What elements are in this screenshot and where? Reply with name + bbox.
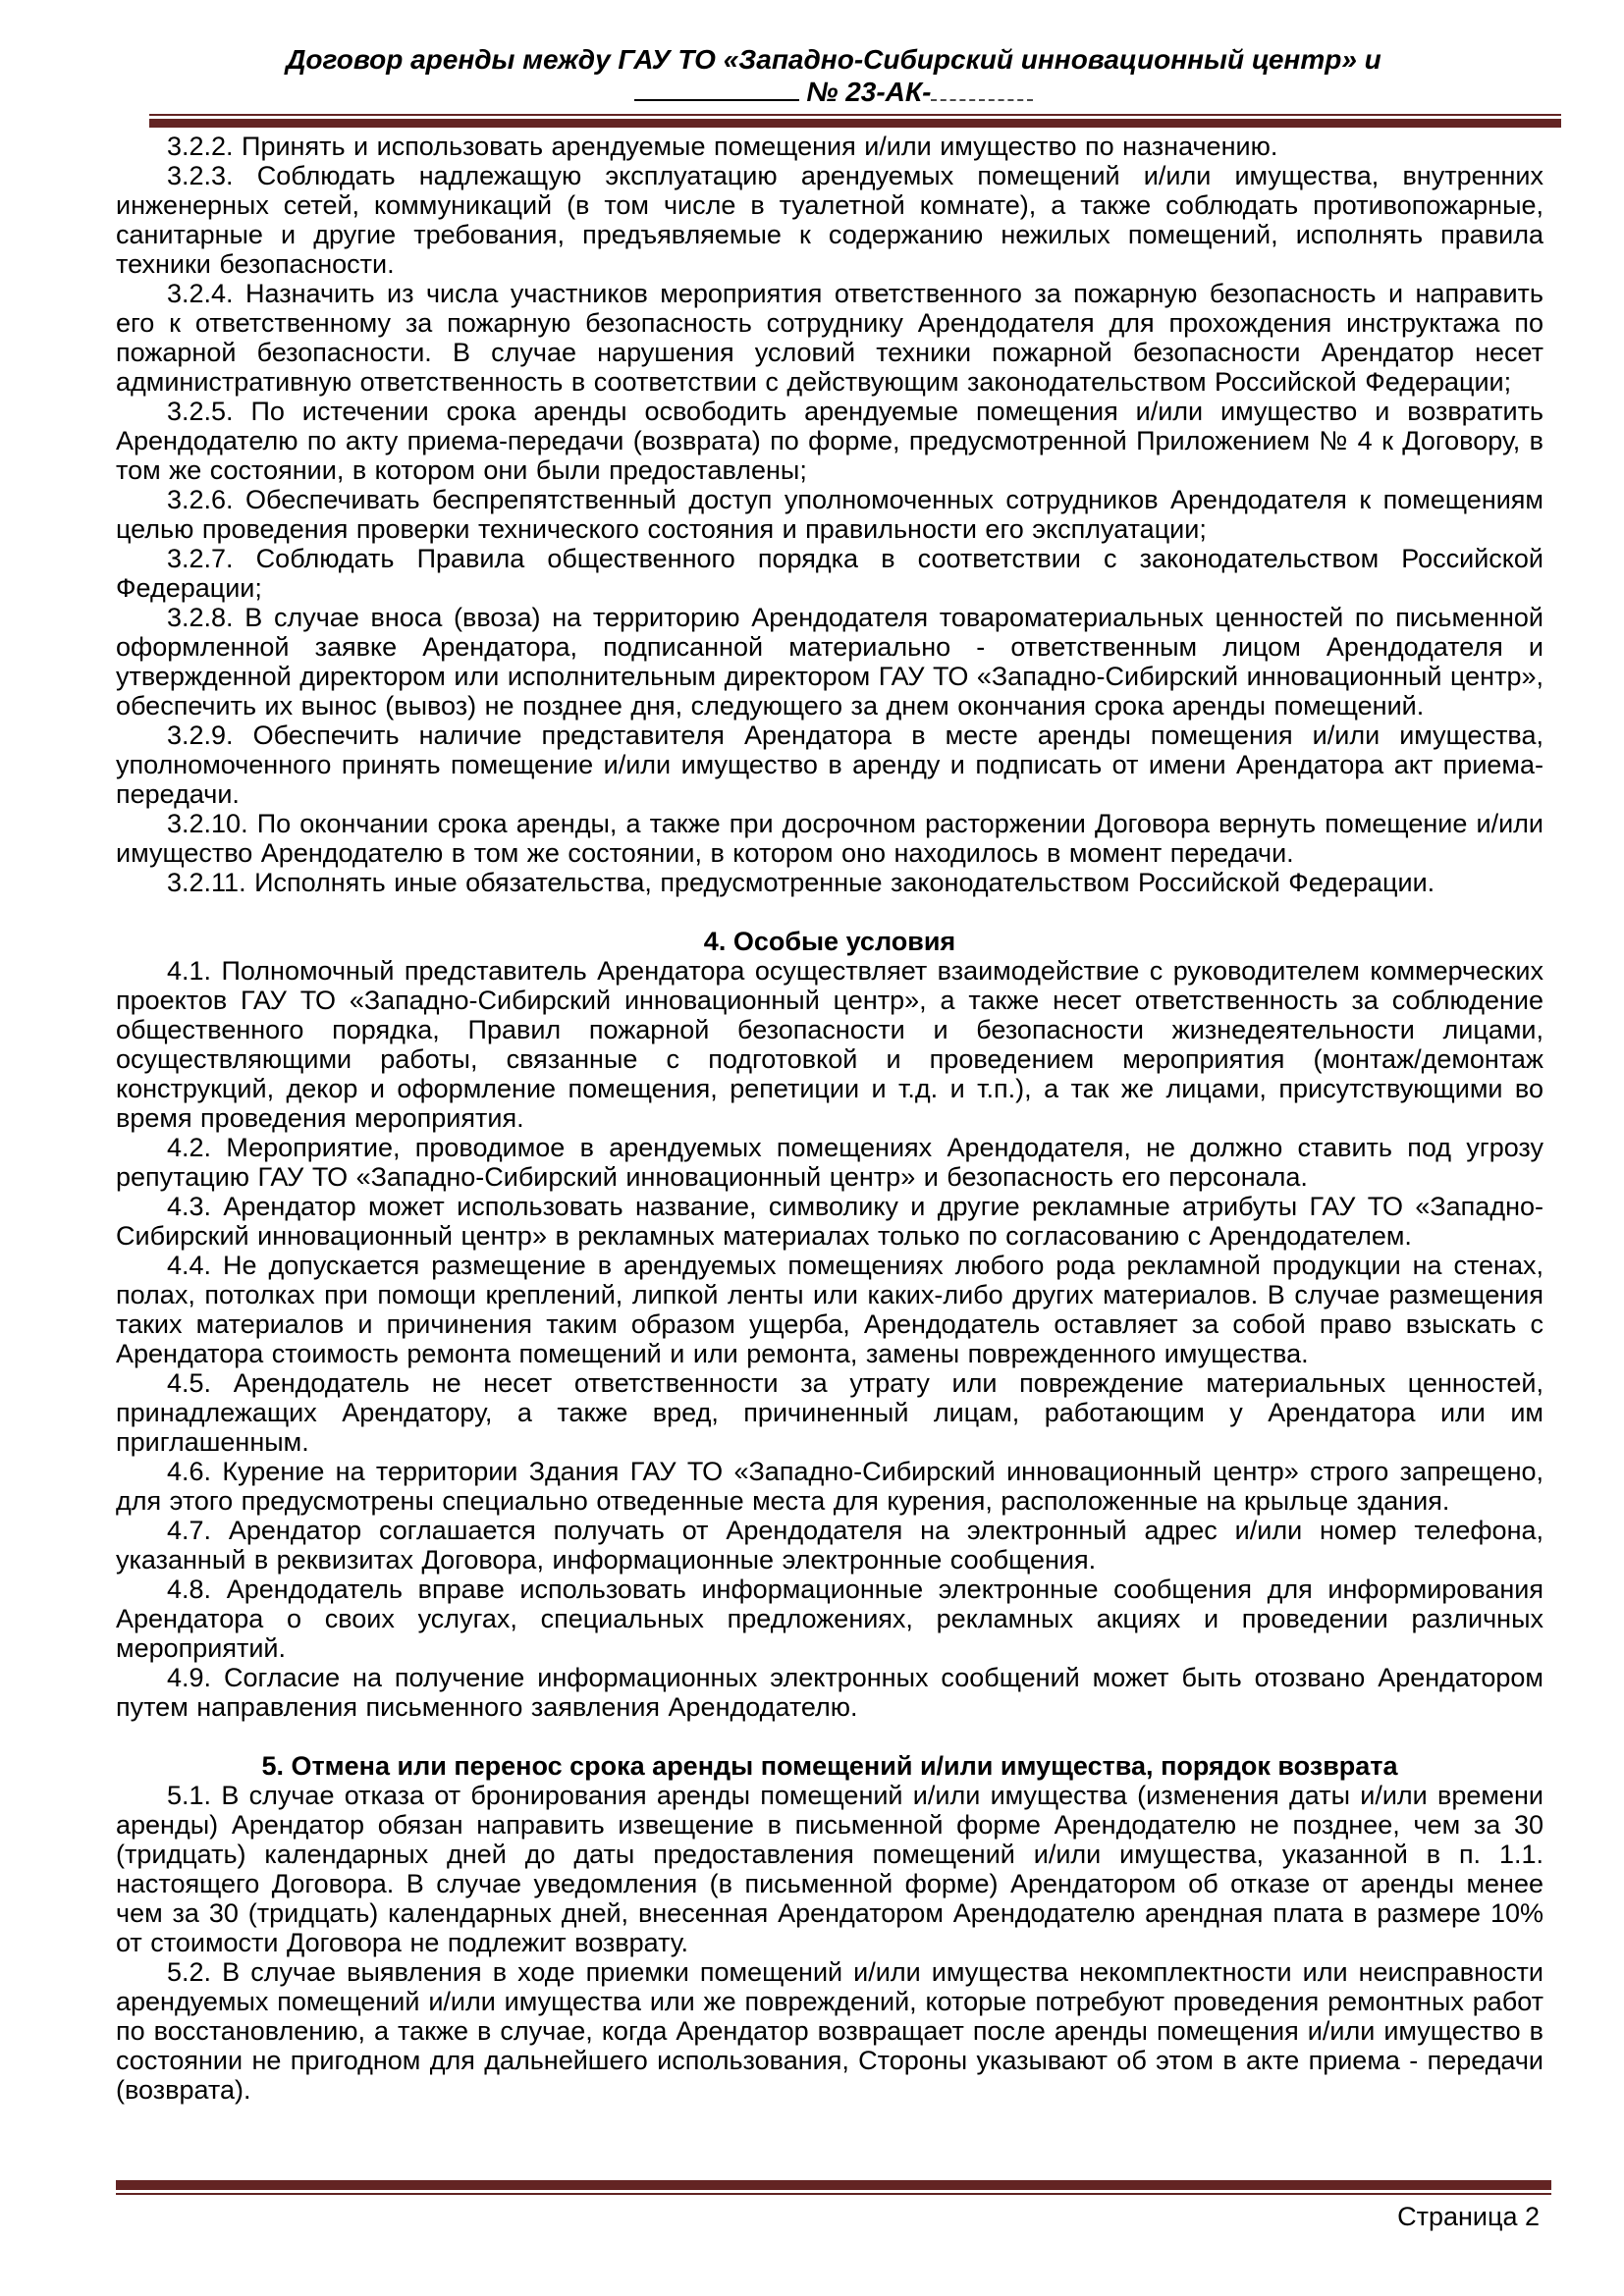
contract-clause: 3.2.9. Обеспечить наличие представителя Арендатора в месте аренды помещения и/или имущества, уполномоченного принять помещение и/или имущество в аренду и подписать от имени Арендатора акт приема-передачи.	[116, 721, 1543, 809]
section-heading: 5. Отмена или перенос срока аренды помещений и/или имущества, порядок возврата	[261, 1751, 1398, 1781]
contract-clause: 4.8. Арендодатель вправе использовать информационные электронные сообщения для информирования Арендатора о своих услугах, специальных предложениях, рекламных акциях и проведении различных мероприятий.	[116, 1575, 1543, 1663]
contract-clause: 4.7. Арендатор соглашается получать от Арендодателя на электронный адрес и/или номер телефона, указанный в реквизитах Договора, информационные электронные сообщения.	[116, 1516, 1543, 1575]
contract-clause: 4.6. Курение на территории Здания ГАУ ТО «Западно-Сибирский инновационный центр» строго запрещено, для этого предусмотрены специально отведенные места для курения, расположенные на крыльце здания.	[116, 1457, 1543, 1516]
separator-thick-line	[116, 2180, 1551, 2190]
contract-clause: 4.1. Полномочный представитель Арендатора осуществляет взаимодействие с руководителем коммерческих проектов ГАУ ТО «Западно-Сибирский инновационный центр», а также несет ответственность за соблюдение общественного порядка, Правил пожарной безопасности и безопасности жизнедеятельности лицами, осуществляющими работы, связанные с подготовкой и проведением мероприятия (монтаж/демонтаж конструкций, декор и оформление помещения, репетиции и т.д. и т.п.), а так же лицами, присутствующими во время проведения мероприятия.	[116, 956, 1543, 1133]
contract-clause: 3.2.6. Обеспечивать беспрепятственный доступ уполномоченных сотрудников Арендодателя к помещениям целью проведения проверки технического состояния и правильности его эксплуатации;	[116, 485, 1543, 544]
contract-clause: 3.2.8. В случае вноса (ввоза) на территорию Арендодателя товароматериальных ценностей по письменной оформленной заявке Арендатора, подписанной материально - ответственным лицом Арендодателя и утвержденной директором или исполнительным директором ГАУ ТО «Западно-Сибирский инновационный центр», обеспечить их вынос (вывоз) не позднее дня, следующего за днем окончания срока аренды помещений.	[116, 603, 1543, 721]
contract-clause: 3.2.4. Назначить из числа участников мероприятия ответственного за пожарную безопасность и направить его к ответственному за пожарную безопасность сотруднику Арендодателя для прохождения инструктажа по пожарной безопасности. В случае нарушения условий техники пожарной безопасности Арендатор несет административную ответственность в соответствии с действующим законодательством Российской Федерации;	[116, 279, 1543, 397]
contract-clause: 3.2.5. По истечении срока аренды освободить арендуемые помещения и/или имущество и возвратить Арендодателю по акту приема-передачи (возврата) по форме, предусмотренной Приложением № 4 к Договору, в том же состоянии, в котором они были предоставлены;	[116, 397, 1543, 485]
contract-clause: 4.3. Арендатор может использовать название, символику и другие рекламные атрибуты ГАУ ТО «Западно-Сибирский инновационный центр» в рекламных материалах только по согласованию с Арендодателем.	[116, 1192, 1543, 1251]
section-heading: 4. Особые условия	[703, 927, 956, 956]
contract-clause: 3.2.10. По окончании срока аренды, а также при досрочном расторжении Договора вернуть помещение и/или имущество Арендодателю в том же состоянии, в котором оно находилось в момент передачи.	[116, 809, 1543, 868]
contract-clause: 4.9. Согласие на получение информационных электронных сообщений может быть отозвано Арендатором путем направления письменного заявления Арендодателю.	[116, 1663, 1543, 1722]
contract-clause: 3.2.2. Принять и использовать арендуемые помещения и/или имущество по назначению.	[167, 132, 1278, 161]
page-header	[0, 0, 1624, 128]
page-footer	[116, 2180, 1551, 2231]
contract-clause: 4.2. Мероприятие, проводимое в арендуемых помещениях Арендодателя, не должно ставить под угрозу репутацию ГАУ ТО «Западно-Сибирский инновационный центр» и безопасность его персонала.	[116, 1133, 1543, 1192]
contract-clause: 3.2.3. Соблюдать надлежащую эксплуатацию арендуемых помещений и/или имущества, внутренних инженерных сетей, коммуникаций (в том числе в туалетной комнате), а также соблюдать противопожарные, санитарные и другие требования, предъявляемые к содержанию нежилых помещений, исполнять правила техники безопасности.	[116, 161, 1543, 279]
footer-separator	[116, 2180, 1551, 2195]
contract-clause: 4.4. Не допускается размещение в арендуемых помещениях любого рода рекламной продукции на стенах, полах, потолках при помощи креплений, липкой ленты или каких-либо других материалов. В случае размещения таких материалов и причинения таким образом ущерба, Арендодатель оставляет за собой право взыскать с Арендатора стоимость ремонта помещений и или ремонта, замены поврежденного имущества.	[116, 1251, 1543, 1368]
blank-field-dashed	[931, 76, 1033, 101]
blank-field-underline	[634, 76, 799, 101]
separator-thin-line	[149, 114, 1561, 116]
contract-clause: 3.2.7. Соблюдать Правила общественного порядка в соответствии с законодательством Российской Федерации;	[116, 544, 1543, 603]
header-separator	[149, 114, 1561, 128]
contract-number-line	[116, 76, 1551, 109]
contract-clause: 3.2.11. Исполнять иные обязательства, предусмотренные законодательством Российской Федерации.	[167, 868, 1435, 897]
separator-thin-line	[116, 2193, 1551, 2195]
contract-clause: 5.2. В случае выявления в ходе приемки помещений и/или имущества некомплектности или неисправности арендуемых помещений и/или имущества или же повреждений, которые потребуют проведения ремонтных работ по восстановлению, а также в случае, когда Арендатор возвращает после аренды помещения и/или имущество в состоянии не пригодном для дальнейшего использования, Стороны указывают об этом в акте приема - передачи (возврата).	[116, 1957, 1543, 2105]
document-body	[0, 128, 1624, 2105]
page-number: Страница 2	[1397, 2202, 1540, 2231]
contract-clause: 5.1. В случае отказа от бронирования аренды помещений и/или имущества (изменения даты и/или времени аренды) Арендатор обязан направить извещение в письменной форме Арендодателю не позднее, чем за 30 (тридцать) календарных дней до даты предоставления помещений и/или имущества, указанной в п. 1.1. настоящего Договора. В случае уведомления (в письменной форме) Арендатором об отказе от аренды менее чем за 30 (тридцать) календарных дней, внесенная Арендатором Арендодателю арендная плата в размере 10% от стоимости Договора не подлежит возврату.	[116, 1781, 1543, 1957]
contract-clause: 4.5. Арендодатель не несет ответственности за утрату или повреждение материальных ценностей, принадлежащих Арендатору, а также вред, причиненный лицам, работающим у Арендатора или им приглашенным.	[116, 1368, 1543, 1457]
contract-number: № 23-АК-	[806, 77, 932, 107]
separator-thick-line	[149, 119, 1561, 128]
contract-title: Договор аренды между ГАУ ТО «Западно-Сибирский инновационный центр» и	[286, 44, 1381, 75]
